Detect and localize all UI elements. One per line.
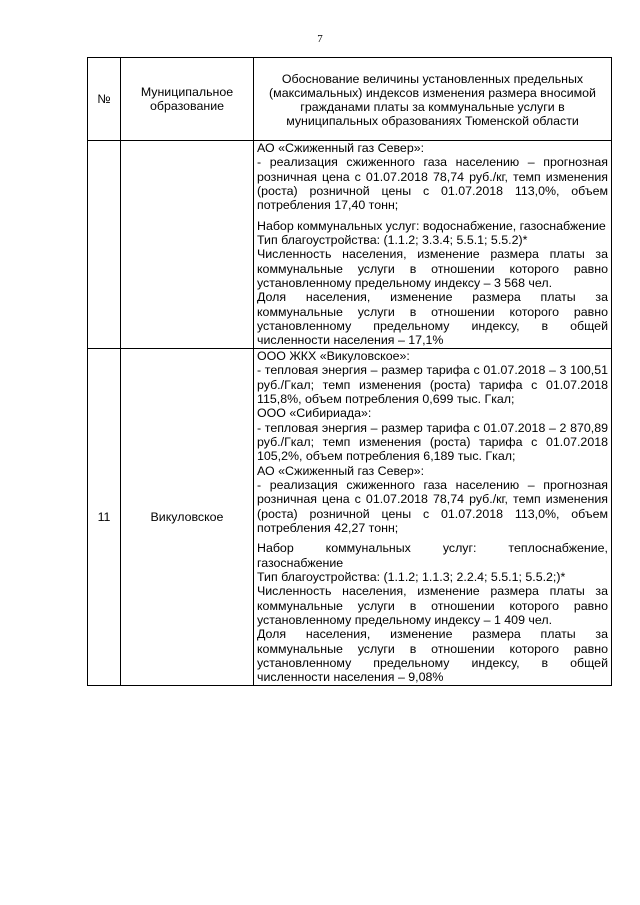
- supplier-name: ООО «Сибириада»:: [257, 406, 372, 421]
- population-share: Доля населения, изменение размера платы за коммунальные услуги в отношении которого равно установленному предельному индексу, в общей численности населения – 17,1%: [257, 290, 608, 348]
- utility-services-set: Набор коммунальных услуг: теплоснабжение, газоснабжение: [257, 541, 608, 570]
- population-count: Численность населения, изменение размера платы за коммунальные услуги в отношении которого равно установленному предельному индексу – 1 409 чел.: [257, 584, 608, 627]
- row2-number-cell: 11: [88, 348, 121, 685]
- page-number: 7: [317, 33, 323, 45]
- supplier-name: АО «Сжиженный газ Север»:: [257, 141, 425, 155]
- table-row: [88, 141, 612, 349]
- amenity-type: Тип благоустройства: (1.1.2; 3.3.4; 5.5.1; 5.5.2)*: [257, 233, 528, 248]
- amenity-type: Тип благоустройства: (1.1.2; 1.1.3; 2.2.4; 5.5.1; 5.5.2;)*: [257, 569, 566, 584]
- supplier-name: АО «Сжиженный газ Север»:: [257, 463, 425, 478]
- utility-services-set: Набор коммунальных услуг: водоснабжение, газоснабжение: [257, 218, 606, 233]
- heat-tariff-details: - тепловая энергия – размер тарифа с 01.07.2018 – 3 100,51 руб./Гкал; темп изменения (роста) тарифа с 01.07.2018 115,8%, объем потребления 0,699 тыс. Гкал;: [257, 363, 608, 406]
- header-municipality: Муниципальное образование: [121, 58, 254, 141]
- row1-justification-cell: [254, 141, 612, 349]
- gas-sale-details: - реализация сжиженного газа населению – прогнозная розничная цена с 01.07.2018 78,74 руб./кг, темп изменения (роста) розничной цены с 01.07.2018 113,0%, объем потребления 42,27 тонн;: [257, 477, 608, 535]
- gas-sale-details: - реализация сжиженного газа населению – прогнозная розничная цена с 01.07.2018 78,74 руб./кг, темп изменения (роста) розничной цены с 01.07.2018 113,0%, объем потребления 17,40 тонн;: [257, 155, 608, 213]
- population-count: Численность населения, изменение размера платы за коммунальные услуги в отношении которого равно установленному предельному индексу – 3 568 чел.: [257, 247, 608, 291]
- table-row: [88, 348, 612, 685]
- row1-municipality-cell: [121, 141, 254, 349]
- table-header-row: [88, 58, 612, 141]
- header-justification: Обоснование величины установленных предельных (максимальных) индексов изменения размера вносимой гражданами платы за коммунальные услуги в муниципальных образованиях Тюменской области: [254, 58, 612, 141]
- heat-tariff-details: - тепловая энергия – размер тарифа с 01.07.2018 – 2 870,89 руб./Гкал; темп изменения (роста) тарифа с 01.07.2018 105,2%, объем потребления 6,189 тыс. Гкал;: [257, 420, 608, 464]
- population-share: Доля населения, изменение размера платы за коммунальные услуги в отношении которого равно установленному предельному индексу, в общей численности населения – 9,08%: [257, 627, 608, 685]
- header-number: №: [88, 58, 121, 141]
- justification-table: [87, 57, 612, 686]
- row2-municipality-cell: Викуловское: [121, 348, 254, 685]
- row1-number-cell: [88, 141, 121, 349]
- row2-justification-cell: [254, 348, 612, 685]
- supplier-name: ООО ЖКХ «Викуловское»:: [257, 348, 410, 363]
